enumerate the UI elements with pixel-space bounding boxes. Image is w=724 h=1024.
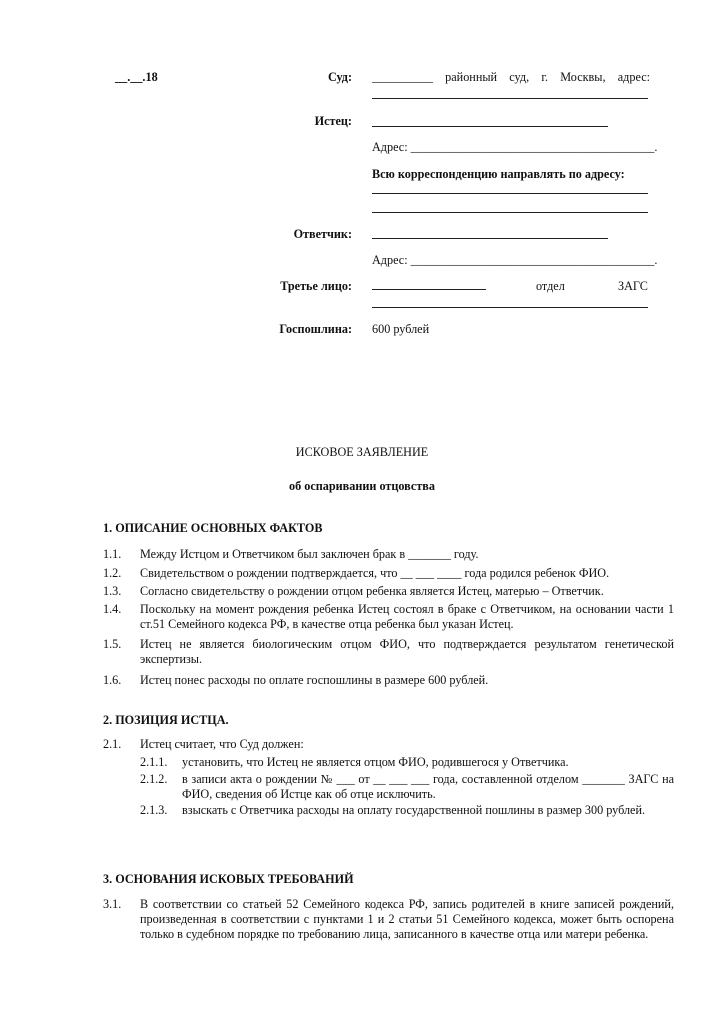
item-number: 2.1. [103, 737, 122, 751]
item-number: 1.2. [103, 566, 122, 580]
section-3-heading: 3. ОСНОВАНИЯ ИСКОВЫХ ТРЕБОВАНИЙ [103, 872, 354, 886]
third-party-line-2 [372, 307, 648, 308]
defendant-name-line [372, 238, 608, 239]
subitem-text: установить, что Истец не является отцом ФИО, родившегося у Ответчика. [182, 755, 569, 769]
item-text: В соответствии со статьей 52 Семейного кодекса РФ, запись родителей в книге записей рождений, произведенная в соответствии с пунктами 1 и 2 статьи 51 Семейного кодекса, может быть оспорена только в судебном порядке по требованию лица, записанного в качестве отца или матери ребенка. [140, 897, 674, 941]
correspondence-label: Всю корреспонденцию направлять по адресу: [372, 167, 625, 181]
court-value: __________ районный суд, г. Москвы, адрес: [372, 70, 650, 84]
defendant-address: Адрес: ________________________________________. [372, 253, 658, 267]
plaintiff-label: Истец: [314, 114, 352, 128]
item-number: 1.5. [103, 637, 122, 651]
document-date: __.__.18 [115, 70, 158, 84]
item-text: Истец не является биологическим отцом ФИО, что подтверждается результатом генетической экспертизы. [140, 637, 674, 666]
fee-label: Госпошлина: [279, 322, 352, 336]
item-number: 3.1. [103, 897, 122, 911]
item-text: Согласно свидетельству о рождении отцом ребенка является Истец, матерью – Ответчик. [140, 584, 604, 598]
third-party-dept: отдел [536, 279, 565, 293]
correspondence-line-2 [372, 212, 648, 213]
correspondence-line-1 [372, 193, 648, 194]
defendant-label: Ответчик: [293, 227, 352, 241]
item-number: 1.4. [103, 602, 122, 616]
item-text: Истец считает, что Суд должен: [140, 737, 304, 751]
subitem-number: 2.1.3. [140, 803, 168, 817]
item-number: 1.3. [103, 584, 122, 598]
item-number: 1.1. [103, 547, 122, 561]
document-title: ИСКОВОЕ ЗАЯВЛЕНИЕ [295, 445, 429, 459]
plaintiff-name-line [372, 126, 608, 127]
court-label: Суд: [327, 70, 352, 84]
third-party-line [372, 289, 486, 290]
third-party-label: Третье лицо: [280, 279, 352, 293]
section-2-heading: 2. ПОЗИЦИЯ ИСТЦА. [103, 713, 229, 727]
subitem-number: 2.1.1. [140, 755, 168, 769]
item-text: Между Истцом и Ответчиком был заключен брак в _______ году. [140, 547, 479, 561]
subitem-text: взыскать с Ответчика расходы на оплату государственной пошлины в размер 300 рублей. [182, 803, 646, 817]
third-party-zags: ЗАГС [618, 279, 648, 293]
item-text: Поскольку на момент рождения ребенка Истец состоял в браке с Ответчиком, на основании части 1 ст.51 Семейного кодекса РФ, в качестве отца ребенка был указан Истец. [140, 602, 674, 631]
section-1-heading: 1. ОПИСАНИЕ ОСНОВНЫХ ФАКТОВ [103, 521, 323, 535]
plaintiff-address: Адрес: ________________________________________. [372, 140, 658, 154]
fee-value: 600 рублей [372, 322, 430, 336]
subitem-text: в записи акта о рождении № ___ от __ ___ ___ года, составленной отделом _______ ЗАГС на ФИО, сведения об Истце как об отце исключить. [182, 772, 674, 801]
document-subtitle: об оспаривании отцовства [289, 479, 435, 493]
item-number: 1.6. [103, 673, 122, 687]
item-text: Истец понес расходы по оплате госпошлины в размере 600 рублей. [140, 673, 489, 687]
court-address-line [372, 98, 648, 99]
item-text: Свидетельством о рождении подтверждается, что __ ___ ____ года родился ребенок ФИО. [140, 566, 610, 580]
subitem-number: 2.1.2. [140, 772, 168, 786]
